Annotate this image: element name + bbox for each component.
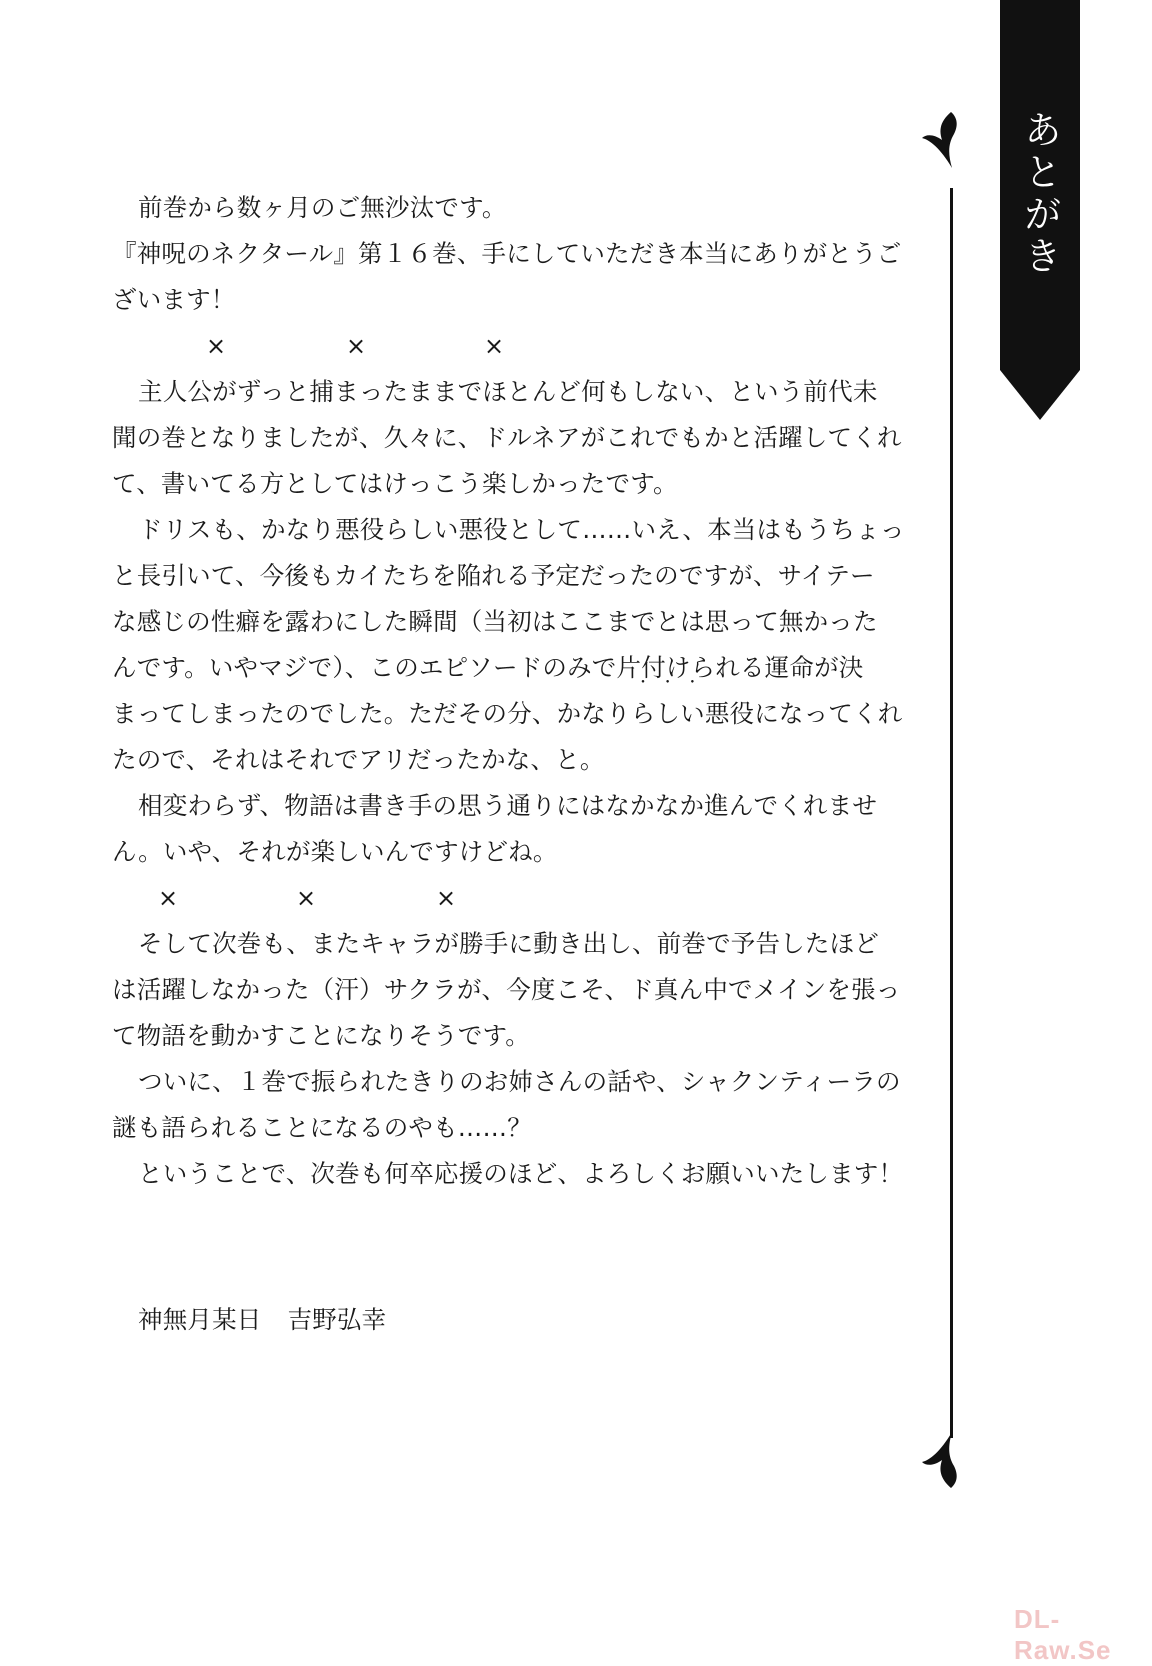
text-line: ざいます！ bbox=[112, 285, 236, 314]
separator-mark: × bbox=[436, 884, 457, 912]
separator-mark: × bbox=[346, 332, 367, 360]
text-line: 『神呪のネクタール』第１６巻、手にしていただき本当にありがとうご bbox=[112, 239, 902, 268]
text-line: ん。いや、それが楽しいんですけどね。 bbox=[112, 837, 558, 866]
signature-date: 神無月某日 bbox=[138, 1305, 262, 1334]
text-line: 主人公がずっと捕まったままでほとんど何もしない、という前代未 bbox=[138, 377, 878, 406]
section-title: あとがき bbox=[1017, 110, 1062, 278]
emphasis-char: ・ し bbox=[655, 696, 680, 732]
text-line: んです。いやマジで）、このエピソードのみで片付けられる運命が決 bbox=[112, 653, 864, 682]
text-line: 謎も語られることになるのやも……？ bbox=[112, 1113, 532, 1142]
text-line: は活躍しなかった（汗）サクラが、今度こそ、ド真ん中でメインを張っ bbox=[112, 975, 901, 1004]
text-line: 前巻から数ヶ月のご無沙汰です。 bbox=[138, 193, 507, 222]
separator-mark: × bbox=[158, 884, 179, 912]
flourish-bottom-icon bbox=[920, 1430, 964, 1490]
text-segment: まってしまったのでした。ただその分、かなり bbox=[112, 699, 631, 728]
separator-mark: × bbox=[484, 332, 505, 360]
text-line-emphasis bbox=[112, 696, 902, 732]
text-line: ということで、次巻も何卒応援のほど、よろしくお願いいたします！ bbox=[138, 1159, 904, 1188]
signature bbox=[112, 1302, 386, 1338]
emphasis-char: ・ い bbox=[680, 696, 705, 732]
separator-mark: × bbox=[296, 884, 317, 912]
text-line: 相変わらず、物語は書き手の思う通りにはなかなか進んでくれませ bbox=[138, 791, 878, 820]
text-line: 聞の巻となりましたが、久々に、ドルネアがこれでもかと活躍してくれ bbox=[112, 423, 902, 452]
signature-author: 吉野弘幸 bbox=[287, 1305, 387, 1334]
separator-mark: × bbox=[206, 332, 227, 360]
watermark: DL-Raw.Se bbox=[1014, 1604, 1112, 1665]
text-line: そして次巻も、またキャラが勝手に動き出し、前巻で予告したほど bbox=[138, 929, 879, 958]
text-line: な感じの性癖を露わにした瞬間（当初はここまでとは思って無かった bbox=[112, 607, 878, 636]
text-line: ついに、１巻で振られたきりのお姉さんの話や、シャクンティーラの bbox=[138, 1067, 901, 1096]
flourish-top-icon bbox=[920, 110, 964, 170]
frame-line bbox=[950, 188, 953, 1438]
text-line: て、書いてる方としてはけっこう楽しかったです。 bbox=[112, 469, 678, 498]
text-line: と長引いて、今後もカイたちを陥れる予定だったのですが、サイテー bbox=[112, 561, 875, 590]
section-separator bbox=[112, 880, 672, 916]
text-line: て物語を動かすことになりそうです。 bbox=[112, 1021, 530, 1050]
section-separator bbox=[112, 328, 672, 364]
text-segment: 悪役になってくれ bbox=[704, 699, 903, 728]
emphasis-char: ・ ら bbox=[631, 696, 656, 732]
text-line: ドリスも、かなり悪役らしい悪役として……いえ、本当はもうちょっ bbox=[138, 515, 905, 544]
text-line: たので、それはそれでアリだったかな、と。 bbox=[112, 745, 605, 774]
